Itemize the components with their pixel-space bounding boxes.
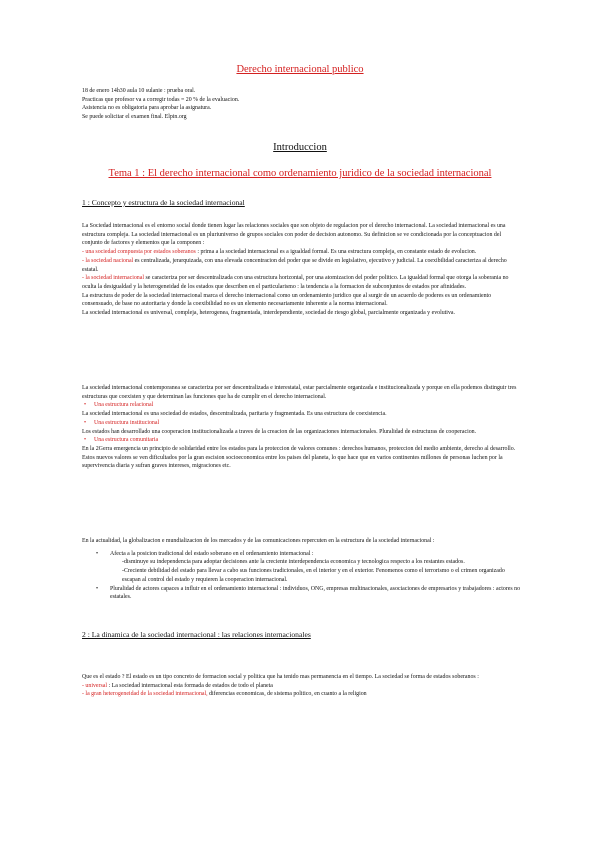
section1-body-2 [82, 384, 522, 471]
bullet-icon: • [96, 550, 99, 557]
paragraph: La sociedad internacional es universal, compleja, heterogenea, fragmentada, interdependiente, sociedad de riesgo global, parcialmente organizada y evolutiva. [82, 310, 455, 317]
highlight: - la gran heterogeneidad de la sociedad internacional, [82, 691, 208, 698]
subline: -disminuye su independencia para adoptar decisiones ante la creciente interdependencia economica y tecnologica respecto a los restantes estados. [122, 559, 465, 566]
item-text: se caracteriza por ser descentralizada con una estructura horizontal, por una atomizacion del poder politico. La igualdad formal que otorga la soberania no oculta la desigualdad y la heterogeneidad de los estados que describen en el particularismo : la tendencia a la formacion de subconjuntos de estados por afinidades. [82, 275, 509, 290]
paragraph: La estructura de poder de la sociedad internacional marca el derecho internacional como un ordenamiento juridico que al surgir de un acuerdo de poderes es un ordenamiento consensuado, de base no autoritaria y donde la coexibilidad no es un elemento necesariamente inherente a la norma internacional. [82, 292, 492, 308]
bullet-title [82, 585, 522, 602]
highlight: - una sociedad compuesta por estados soberanos [82, 249, 196, 256]
bullet-label: Pluralidad de actores capaces a influir en el ordenamiento internacional : individuos, ONG, empresas multinacionales, asociaciones de empresarios y trabajadores : actores no estatales. [110, 585, 521, 601]
highlight: - la sociedad internacional [82, 275, 144, 282]
bullet-icon: • [96, 585, 99, 592]
intro-heading: Introduccion [273, 142, 327, 153]
paragraph: La sociedad internacional contemporanea se caracteriza por ser descentralizada e interestatal, estar parcialmente organizada e institucionalizada y porque en ella podemos distinguir tres estructuras que coexisten y que determinan las funciones que ha de cumplir en el derecho internacional. [82, 385, 517, 400]
bullet-title [82, 550, 522, 559]
document-title: Derecho internacional publico [236, 64, 364, 75]
section1-body [82, 222, 522, 318]
section2-heading: 2 : La dinamica de la sociedad internacional : las relaciones internacionales [82, 630, 311, 639]
note-line: Se puede solicitar el examen final. Elpin.org [82, 114, 187, 121]
subline: -Creciente debilidad del estado para llevar a cabo sus funciones tradicionales, en el interior y en el exterior. Fenomenos como el terrorismo o el crimen organizado escapan al control del estado y requieren la cooperacion internacional. [122, 568, 505, 583]
list-item [82, 690, 522, 699]
note-line: Practicas que profesor va a corregir todas = 20 % de la evaluacion. [82, 96, 240, 103]
bullet-text: Los estados han desarrollado una cooperacion institucionalizada a traves de la creacion de las organizaciones internacionales. Pluralidad de estructuras de cooperacion. [82, 428, 477, 435]
tema-heading: Tema 1 : El derecho internacional como ordenamiento juridico de la sociedad internacional [108, 168, 492, 179]
bullet-text: En la 2Gerra emergencia un principio de solidaridad entre los estados para la proteccion de valores comunes : derechos humanos, proteccion del medio ambiente, derecho al desarrollo. Estos nuevos valores se ven dificultados por la gran escision socioeconomica entre los paises del planeta, lo que hace que en varios continentes millones de personas luchen por la supervivencia diaria y sufran graves intereses, migraciones etc. [82, 445, 516, 470]
note-line: 18 de enero 14h30 aula 10 sulanie : prueba oral. [82, 88, 196, 94]
note-line: Asistencia no es obligatoria para aprobar la asignatura. [82, 105, 212, 112]
paragraph: La Sociedad internacional es el entorno social donde tienen lugar las relaciones sociales que son objeto de regulacion por el derecho internacional. La sociedad internacional es una estructura compleja. La sociedad internacional es un pluriuniverso de grupos sociales con poder de decision autonomo. Su definicion se ve condicionada por la conceptuacion del conjunto de factores y elementos que la componen : [82, 223, 506, 247]
item-text: : prima a la sociedad internacional es a igualdad formal. Es una estructura compleja, en constante estado de evolucion. [195, 249, 477, 256]
list-item [82, 682, 522, 691]
bullet-text: La sociedad internacional es una sociedad de estados, descentralizada, paritaria y fragmentada. Es una estructura de coexistencia. [82, 411, 387, 418]
bullet-label: Una estructura institucional [94, 419, 160, 426]
item-text: : La sociedad internacional esta formada de estados de todo el planeta [107, 682, 273, 689]
bullet-icon: • [84, 437, 87, 444]
highlight: - la sociedad nacional [82, 257, 134, 264]
list-item [82, 248, 522, 257]
bullet-label: Afecta a la posicion tradicional del estado soberano en el ordenamiento internacional : [110, 550, 314, 557]
bullet-icon: • [84, 419, 87, 426]
paragraph: Que es el estado ? El estado es un tipo concreto de formacion social y politica que ha tenido mas permanencia en el tiempo. La sociedad se forma de estados soberanos : [82, 674, 479, 680]
highlight: - universal [82, 682, 108, 689]
item-text: diferencias economicas, de sistema politico, en cuanto a la religion [207, 691, 367, 698]
item-text: es centralizada, jerarquizada, con una elevada concentracion del poder que se divide en legislativo, ejecutivo y judicial. La coexibilidad caracteriza al derecho estatal. [82, 257, 507, 273]
section2-body [82, 673, 522, 699]
bullet-icon: • [84, 402, 87, 409]
bullet-title [82, 401, 522, 410]
bullet-label: Una estructura relacional [94, 402, 154, 409]
section1-heading: 1 : Concepto y estructura de la sociedad internacional [82, 198, 245, 207]
bullet-sublines [82, 558, 522, 584]
bullet-title [82, 436, 522, 445]
paragraph: En la actualidad, la globalizacion e mundializacion de los mercados y de las comunicaciones repercuten en la estructura de la sociedad internacional : [82, 538, 435, 544]
list-item [82, 257, 522, 274]
list-item [82, 274, 522, 291]
section1-body-3 [82, 537, 522, 602]
bullet-title [82, 419, 522, 428]
bullet-label: Una estructura comunitaria [94, 437, 159, 444]
header-notes [82, 87, 522, 122]
